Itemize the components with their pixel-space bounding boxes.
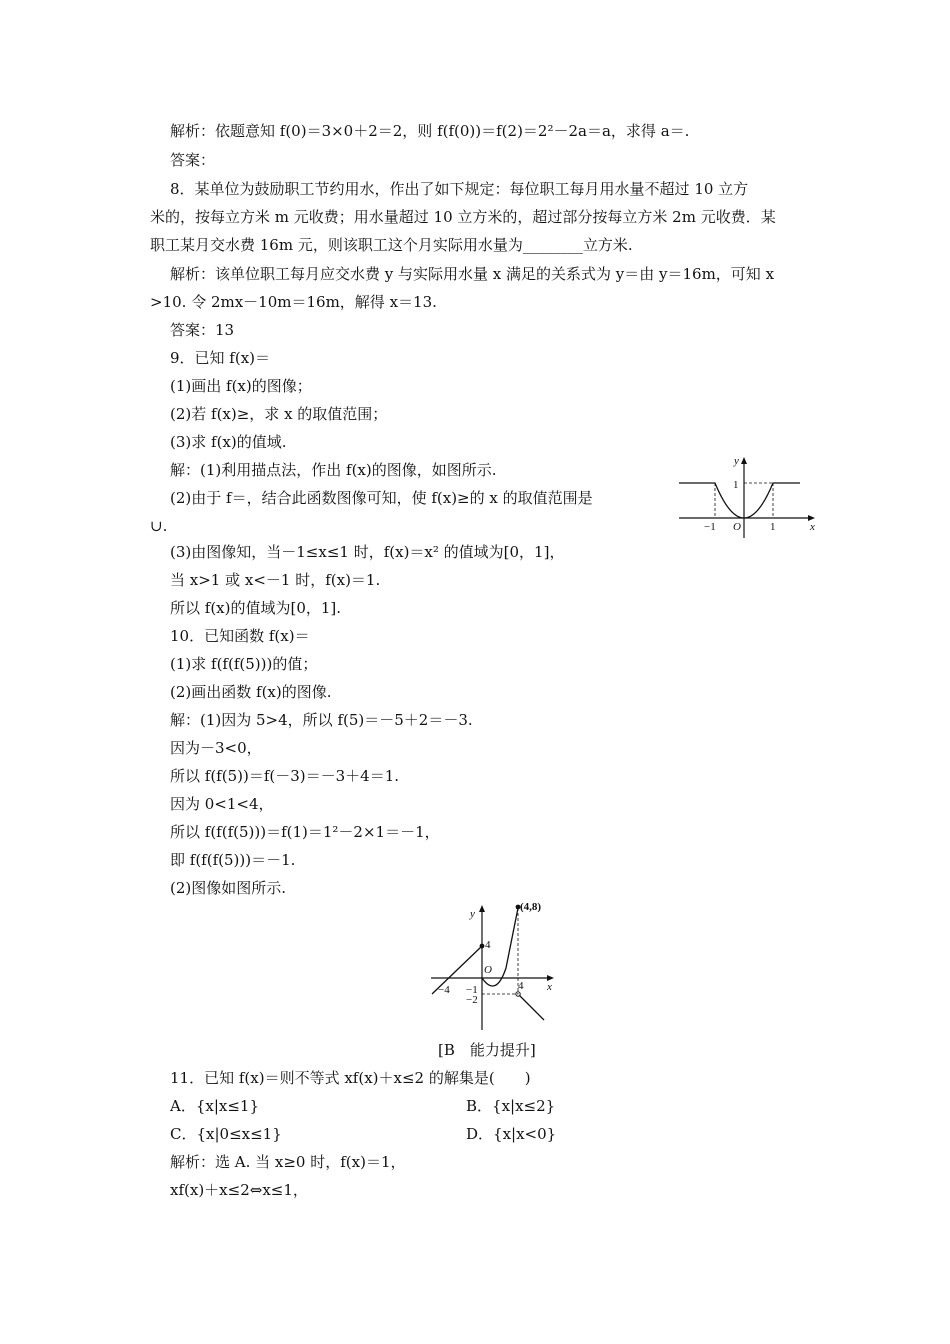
option-a: A．{x|x≤1} bbox=[170, 1097, 260, 1115]
line-q10-2: (2)画出函数 f(x)的图像. bbox=[170, 683, 332, 701]
line-q9-3: (3)求 f(x)的值域. bbox=[170, 433, 287, 451]
line-sol10-3: 所以 f(f(5))＝f(－3)＝－3＋4＝1. bbox=[170, 767, 400, 785]
label-y: y bbox=[734, 455, 739, 467]
label-y: y bbox=[470, 908, 475, 920]
label-origin: O bbox=[733, 521, 741, 533]
label-point-4-8: (4,8) bbox=[520, 901, 542, 913]
line-analysis-8-2: >10. 令 2mx－10m＝16m，解得 x＝13. bbox=[150, 293, 437, 311]
line-answer-7: 答案： bbox=[170, 151, 216, 169]
line-sol9-2: (2)由于 f＝，结合此函数图像可知，使 f(x)≥的 x 的取值范围是 bbox=[170, 489, 593, 507]
line-sol9-2b: ∪. bbox=[150, 517, 168, 535]
line-q8-3: 职工某月交水费 16m 元，则该职工这个月实际用水量为________立方米. bbox=[150, 236, 633, 254]
line-sol9-1: 解：(1)利用描点法，作出 f(x)的图像，如图所示. bbox=[170, 461, 497, 479]
line-analysis-7: 解析：依题意知 f(0)＝3×0＋2＝2，则 f(f(0))＝f(2)＝2²－2a＝a，求得 a＝. bbox=[170, 122, 690, 140]
line-q9-1: (1)画出 f(x)的图像； bbox=[170, 377, 312, 395]
option-d: D．{x|x<0} bbox=[466, 1125, 557, 1143]
section-title: [B 能力提升] bbox=[438, 1041, 536, 1059]
line-sol10-6: 即 f(f(f(5)))＝－1. bbox=[170, 851, 296, 869]
y-axis-arrow bbox=[741, 457, 747, 464]
line-sol9-5: 所以 f(x)的值域为[0，1]. bbox=[170, 599, 342, 617]
line-sol10-1: 解：(1)因为 5>4，所以 f(5)＝－5＋2＝－3. bbox=[170, 711, 473, 729]
line-analysis-8-1: 解析：该单位职工每月应交水费 y 与实际用水量 x 满足的关系式为 y＝由 y＝16m，可知 x bbox=[170, 265, 775, 283]
label-x: x bbox=[547, 981, 552, 993]
label-x: x bbox=[810, 521, 815, 533]
label-neg4: −4 bbox=[438, 984, 450, 996]
line-q10-1: (1)求 f(f(f(5)))的值； bbox=[170, 655, 318, 673]
option-b: B．{x|x≤2} bbox=[466, 1097, 556, 1115]
line-q8-2: 米的，按每立方米 m 元收费；用水量超过 10 立方米的，超过部分按每立方米 2m 元收费．某 bbox=[150, 208, 776, 226]
line-sol10-5: 所以 f(f(f(5)))＝f(1)＝1²－2×1＝－1， bbox=[170, 823, 440, 841]
line-sol10-2: 因为－3<0， bbox=[170, 739, 262, 757]
y-axis-arrow bbox=[479, 905, 485, 912]
line-q8-1: 8．某单位为鼓励职工节约用水，作出了如下规定：每位职工每月用水量不超过 10 立方 bbox=[170, 180, 749, 198]
label-x-one: 1 bbox=[770, 521, 776, 533]
label-one: 1 bbox=[733, 479, 739, 491]
graph-q9 bbox=[676, 452, 821, 542]
point-0-4 bbox=[480, 944, 485, 949]
line-answer-8: 答案：13 bbox=[170, 321, 235, 339]
label-origin: O bbox=[484, 964, 492, 976]
line-analysis-11-2: xf(x)＋x≤2⇔x≤1， bbox=[170, 1181, 308, 1199]
label-neg2: −2 bbox=[466, 994, 478, 1006]
label-four-x: 4 bbox=[518, 980, 524, 992]
line-sol10-7: (2)图像如图所示. bbox=[170, 879, 287, 897]
line-q9: 9．已知 f(x)＝ bbox=[170, 349, 271, 367]
function-curve bbox=[679, 483, 800, 518]
line-sol9-4: 当 x>1 或 x<－1 时，f(x)＝1. bbox=[170, 571, 381, 589]
label-four-y: 4 bbox=[485, 939, 491, 951]
line-q9-2: (2)若 f(x)≥，求 x 的取值范围； bbox=[170, 405, 388, 423]
right-line bbox=[518, 994, 544, 1020]
line-q10: 10．已知函数 f(x)＝ bbox=[170, 627, 310, 645]
option-c: C．{x|0≤x≤1} bbox=[170, 1125, 282, 1143]
line-sol9-3: (3)由图像知，当－1≤x≤1 时，f(x)＝x² 的值域为[0，1]， bbox=[170, 543, 565, 561]
graph-q10 bbox=[426, 898, 561, 1033]
line-sol10-4: 因为 0<1<4， bbox=[170, 795, 274, 813]
line-q11: 11．已知 f(x)＝则不等式 xf(x)＋x≤2 的解集是( ) bbox=[170, 1069, 531, 1087]
label-neg-one: −1 bbox=[704, 521, 716, 533]
line-analysis-11-1: 解析：选 A. 当 x≥0 时，f(x)＝1， bbox=[170, 1153, 406, 1171]
label-neg1: −1 bbox=[466, 984, 478, 996]
